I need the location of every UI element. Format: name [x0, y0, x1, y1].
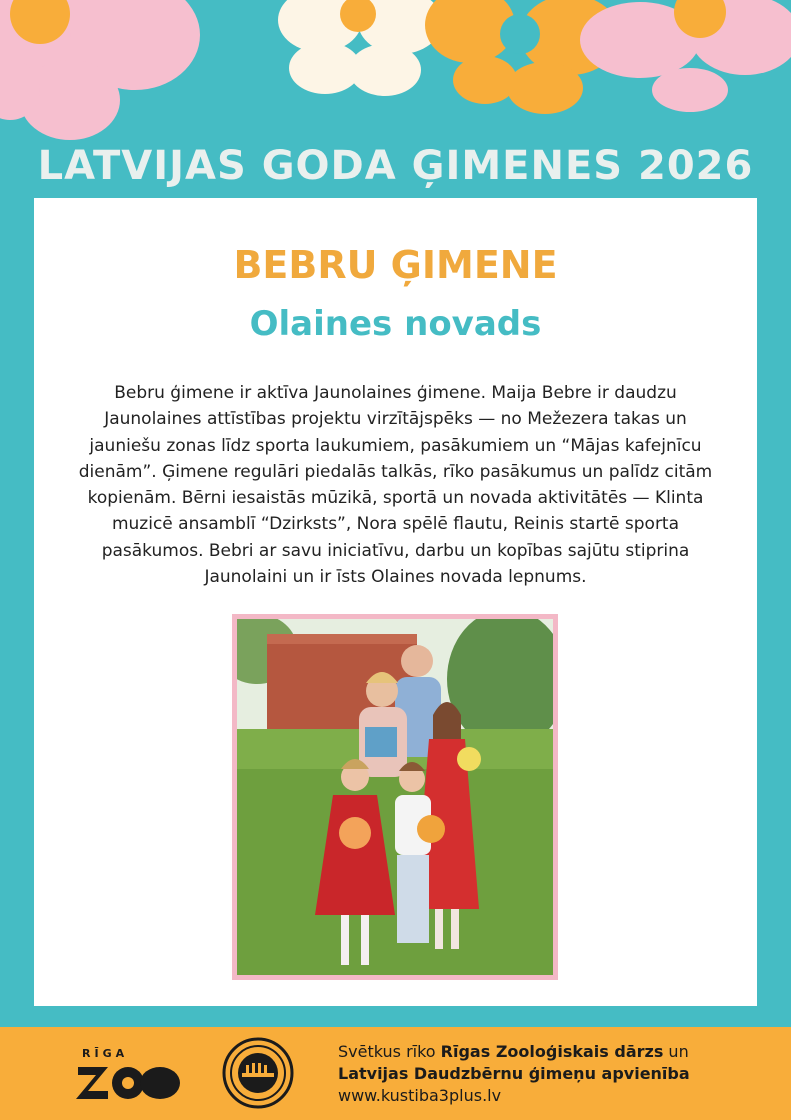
riga-zoo-logo	[74, 1045, 184, 1105]
footer	[0, 1027, 791, 1120]
family-photo-illustration	[237, 619, 553, 975]
family-card	[34, 198, 757, 1006]
family-name: BEBRU ĢIMENE	[233, 243, 558, 287]
family-description: Bebru ģimene ir aktīva Jaunolaines ģimene. Maija Bebre ir daudzu Jaunolaines attīstības projektu virzītājspēks — no Mežezera takas un jauniešu zonas līdz sporta laukumiem, pasākumiem un “Mājas kafejnīcu dienām”. Ģimene regulāri piedalās talkās, rīko pasākumus un palīdz citām kopienām. Bērni iesaistās mūzikā, sportā un novada aktivitātēs — Klinta muzicē ansamblī “Dzirksts”, Nora spēlē flautu, Reinis startē sporta pasākumos. Bebri ar savu iniciatīvu, darbu un kopības sajūtu stiprina Jaunolaini un ir īsts Olaines novada lepnums.	[78, 383, 713, 588]
family-association-emblem	[222, 1037, 294, 1109]
family-photo	[232, 614, 558, 980]
zoo-logo-mark	[74, 1045, 184, 1105]
page-title: LATVIJAS GODA ĢIMENES 2026	[37, 143, 754, 189]
flower-decoration	[0, 0, 791, 140]
logo-small-text: RĪGA	[82, 1047, 129, 1060]
organizer-info	[338, 1041, 758, 1107]
organizer-line-2: Latvijas Daudzbērnu ģimeņu apvienība	[338, 1064, 690, 1083]
region-name: Olaines novads	[249, 304, 542, 344]
organizer-line-1: Svētkus rīko Rīgas Zooloģiskais dārzs un	[338, 1042, 689, 1061]
website-link[interactable]: www.kustiba3plus.lv	[338, 1086, 502, 1105]
